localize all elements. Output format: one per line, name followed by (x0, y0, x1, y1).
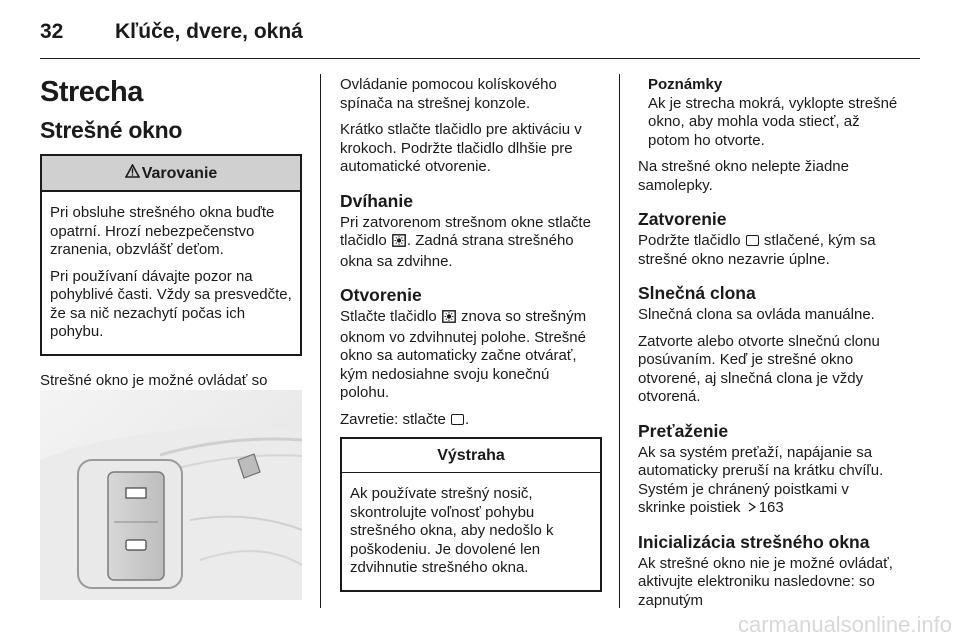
caution-paragraph: Ak používate strešný nosič, skontrolujte voľnosť pohybu strešného okna, aby nedošlo k poškodeniu. Je dovolené len zdvihnutie strešného okna. (350, 485, 554, 576)
sunroof-switch-illustration (40, 390, 302, 600)
column-3 (638, 72, 900, 618)
sunroof-close-icon (746, 235, 759, 246)
close-paragraph: Podržte tlačidlo stlačené, kým sa strešné okno nezavrie úplne. (638, 232, 876, 268)
chapter-title: Kľúče, dvere, okná (115, 20, 303, 43)
subsection-title: Strešné okno (40, 117, 183, 143)
warning-paragraph-1: Pri obsluhe strešného okna buďte opatrní. Hrozí nebezpečenstvo zranenia, obzvlášť deťom. (50, 204, 275, 258)
header-rule (40, 58, 920, 59)
lift-heading: Dvíhanie (340, 190, 413, 211)
warning-body (42, 192, 300, 354)
page-reference-arrow-icon (747, 499, 757, 518)
press-paragraph: Krátko stlačte tlačidlo pre aktiváciu v krokoch. Podržte tlačidlo dlhšie pre automatické otvorenie. (340, 121, 582, 175)
stop-paragraph: Zavretie: stlačte . (340, 410, 470, 428)
open-heading: Otvorenie (340, 285, 422, 305)
page-header (40, 14, 920, 50)
close-heading: Zatvorenie (638, 209, 727, 229)
note-title: Poznámky (648, 76, 723, 93)
warning-triangle-icon (125, 164, 140, 183)
column-1 (40, 72, 302, 417)
rocker-paragraph: Ovládanie pomocou kolískového spínača na strešnej konzole. (340, 76, 557, 112)
open-paragraph: Stlačte tlačidlo znova so strešným oknom vo zdvihnutej polohe. Strešné okno sa automaticky začne otvárať, kým nedosiahne svoju konečnú polohu. (340, 308, 587, 401)
sunshade-heading: Slnečná clona (638, 283, 756, 303)
note-body: Ak je strecha mokrá, vyklopte strešné okno, aby mohla voda stiecť, až potom ho otvorte. (648, 94, 898, 149)
column-2 (340, 72, 602, 604)
warning-paragraph-2: Pri používaní dávajte pozor na pohyblivé časti. Vždy sa presvedčte, že sa nič nezachytí počas ich pohybu. (50, 267, 292, 340)
sunshade-paragraph-2: Zatvorte alebo otvorte slnečnú clonu posúvaním. Keď je strešné okno otvorené, aj slnečná clona je vždy otvorená. (638, 332, 880, 405)
section-title: Strecha (40, 76, 143, 108)
column-divider-2 (619, 74, 620, 608)
page-number: 32 (40, 20, 64, 43)
init-paragraph: Ak strešné okno nie je možné ovládať, aktivujte elektroniku nasledovne: so zapnutým (638, 554, 893, 609)
column-divider-1 (320, 74, 321, 608)
caution-box (340, 437, 602, 592)
sunroof-close-icon (451, 414, 464, 425)
sunroof-lift-icon (392, 234, 406, 253)
overload-paragraph: Ak sa systém preťaží, napájanie sa automaticky preruší na krátku chvíľu. Systém je chránený poistkami v skrinke poistiek 163 (638, 443, 884, 516)
caution-body (342, 473, 600, 590)
overload-heading: Preťaženie (638, 420, 729, 441)
warning-heading-text: Varovanie (141, 165, 218, 182)
stickers-paragraph: Na strešné okno nelepte žiadne samolepky. (638, 158, 849, 194)
caution-heading: Výstraha (342, 439, 600, 473)
ignition-paragraph: Strešné okno je možné ovládať so (40, 371, 268, 389)
sunshade-paragraph-1: Slnečná clona sa ovláda manuálne. (638, 306, 875, 323)
sunroof-open-icon (442, 310, 456, 329)
note-block (648, 76, 900, 150)
warning-heading (42, 156, 300, 192)
watermark: carmanualsonline.info (737, 612, 952, 637)
warning-box (40, 154, 302, 356)
lift-paragraph: Pri zatvorenom strešnom okne stlačte tlačidlo . Zadná strana strešného okna sa zdvihne. (340, 213, 591, 270)
init-heading: Inicializácia strešného okna (638, 531, 870, 552)
page-reference[interactable]: 163 (758, 499, 784, 516)
